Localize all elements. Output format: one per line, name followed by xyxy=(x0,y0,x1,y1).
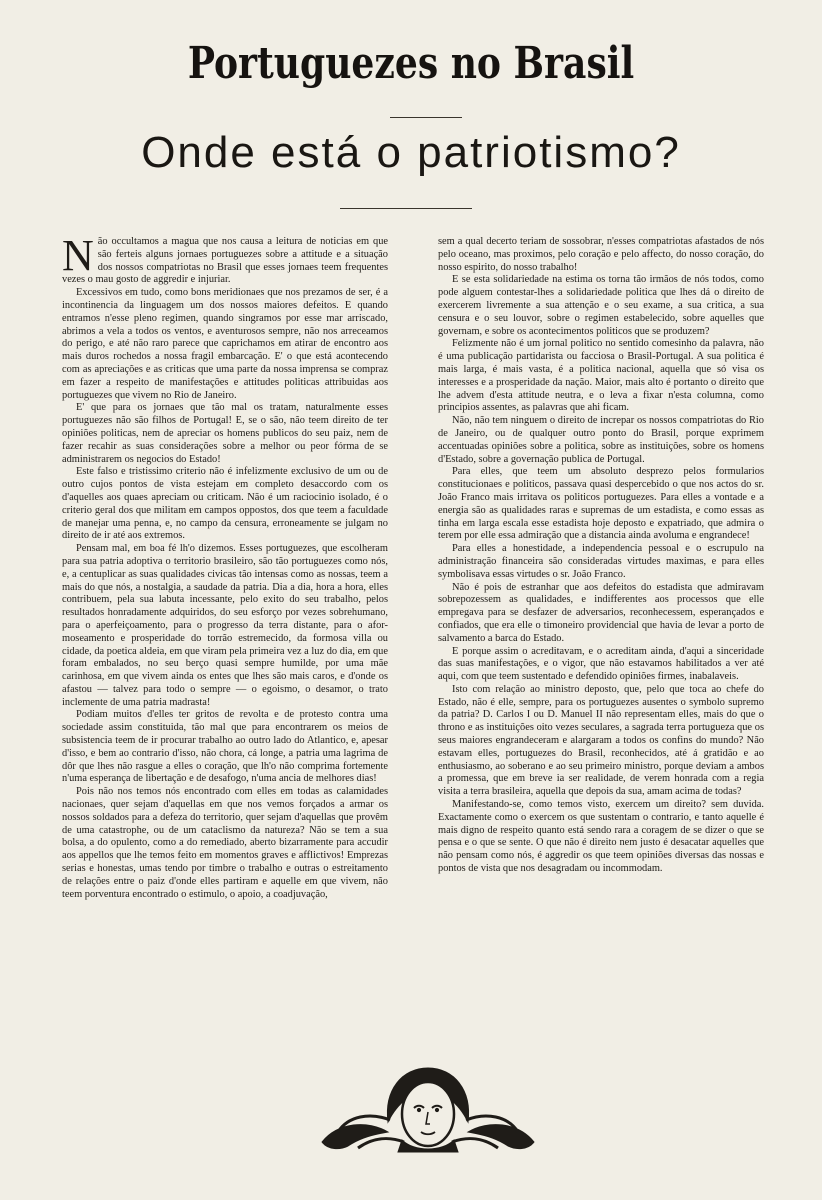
subtitle-divider xyxy=(340,208,472,209)
paragraph: E porque assim o acreditavam, e o acreditam ainda, d'aqui a sinceridade das suas manifestações, e o vigor, que não estavamos habilitados a ver até aqui, com que teem sustentado e defendido opiniões firmes, inabalaveis. xyxy=(438,645,764,683)
paragraph: Este falso e tristissimo criterio não é infelizmente exclusivo de um ou de outro cujos pontos de vista estejam em completo desaccordo com os d'aquelles aos quaes apreciam ou criticam. Não é um raciocinio isolado, é o criterio geral dos que militam em campos oppostos, dos que teem a faculdade de manejar uma penna, e, no campo da censura, erroneamente se julgam no direito de ir até aos extremos. xyxy=(62,466,388,542)
female-head-vignette-icon xyxy=(318,1062,538,1154)
paragraph: Não occultamos a magua que nos causa a leitura de noticias em que são ferteis alguns jornaes portuguezes sobre a attitude e a situação dos nossos compatriotas no Brasil que esses jornaes teem frequentes vezes o mau gosto de aggredir e injuriar. xyxy=(62,231,388,286)
title-divider xyxy=(390,117,462,118)
paragraph: Excessivos em tudo, como bons meridionaes que nos prezamos de ser, é a incontinencia da linguagem um dos nossos maiores defeitos. E quando entramos n'esse pleno regimen, quando singramos por esse mar arriscado, abrimos a vela a todos os ventos, e aventurosos sempre, não nos arreceamos do perigo, e até não raro parece que caprichamos em atirar de encontro aos mais duros rochedos a nossa fragil embarcação. E' o que está acontecendo com as apreciações e as criticas que uma parte da nossa imprensa se compraz em fazer a respeito de manifestações e attitudes politicas attribuidas aos portuguezes que vivem no Rio de Janeiro. xyxy=(62,287,388,401)
paragraph: E se esta solidariedade na estima os torna tão irmãos de nós todos, como pode alguem contestar-lhes a solidariedade politica que lhes dá o direito de exercerem livremente a sua attenção e o seu exame, a sua critica, a sua censura e o seu louvor, sobre o regimen estabelecido, sobre aquelles que governam, e sobre os acontecimentos politicos que se produzem? xyxy=(438,274,764,337)
article-subtitle: Onde está o patriotismo? xyxy=(141,128,681,177)
paragraph: Pois não nos temos nós encontrado com elles em todas as calamidades nacionaes, quer sejam d'aquellas em que nos vemos forçados a armar os nossos soldados para a defeza do territorio, quer sejam d'aquellas que provêm de uma catastrophe, ou de um cataclismo da natureza? Não se tem a sua bolsa, a do opulento, como a do remediado, aberto bizarramente para accudir aos appellos que lhe temos feito em momentos graves e afflictivos! Emprezas serias e honestas, umas tendo por timbre o trabalho e outras o estreitamento de relações entre o paiz d'onde elles partiram e aquelle em que vivem, não teem porventura encontrado o estimulo, o apoio, a coadjuvação, xyxy=(62,786,388,900)
left-column xyxy=(62,231,388,901)
paragraph: Podiam muitos d'elles ter gritos de revolta e de protesto contra uma sociedade assim constituida, tão mal que para encontrarem os meios de subsistencia teem de ir procurar trabalho ao outro lado do Atlantico, e, apesar d'isso, e bem ao contrario d'isso, não chora, cá longe, a patria uma lagrima de dôr que lhes não rasgue a elles o coração, que lh'o não comprima fortemente n'uma esperança de libertação e de desafogo, n'uma ancia de melhores dias! xyxy=(62,709,388,785)
paragraph: Felizmente não é um jornal politico no sentido comesinho da palavra, não é uma publicação partidarista ou facciosa o Brasil-Portugal. A sua politica é mais larga, é mais vasta, é a politica nacional, aquella que só visa os interesses e a prosperidade da nação. Maior, mais alto é portanto o direito que lhe advem d'esta attitude neutra, e o leva a fixar n'esta columna, como principios assentes, as palavras que ahi ficam. xyxy=(438,338,764,414)
paragraph: Não, não tem ninguem o direito de increpar os nossos compatriotas do Rio de Janeiro, ou de qualquer outro ponto do Brasil, porque exprimem accentuadas opiniões sobre a politica, sobre as instituições, sobre os homens d'Estado, sobre a governação publica de Portugal. xyxy=(438,415,764,465)
right-column xyxy=(438,236,764,876)
drop-cap: N xyxy=(62,231,94,280)
paragraph: Para elles a honestidade, a independencia pessoal e o escrupulo na administração financeira são consideradas virtudes maximas, e para elles symbolisava essas virtudes o sr. João Franco. xyxy=(438,543,764,580)
paragraph: Não é pois de estranhar que aos defeitos do estadista que admiravam sobrepozessem as qualidades, e indifferentes aos processos que elle empregava para se desfazer de adversarios, reconhecessem, esperançados e confiados, que era elle o timoneiro providencial que havia de levar a porto de salvamento a barca do Estado. xyxy=(438,581,764,644)
paragraph: Isto com relação ao ministro deposto, que, pelo que toca ao chefe do Estado, não é elle, sempre, para os portuguezes ausentes o symbolo supremo da patria? D. Carlos I ou D. Manuel II não representam elles, mais do que o throno e as instituições oito vezes seculares, a sagrada terra portugueza que os seus maiores engrandeceram e alargaram a todos os confins do mundo? Não estavam elles, portuguezes do Brasil, reconhecidos, até á gratidão e ao enthusiasmo, ao soberano e ao seu primeiro ministro, porque deviam a ambos a promessa, que em breve ia ser realidade, de verem honrada com a regia visita a terra brasileira, aquella que depois da sua, amam acima de todas? xyxy=(438,683,764,798)
paragraph: sem a qual decerto teriam de sossobrar, n'esses compatriotas afastados de nós pelo oceano, mas proximos, pelo coração e pelo affecto, do nosso coração, do nosso espirito, do nosso trabalho! xyxy=(438,236,764,273)
paragraph: Pensam mal, em boa fé lh'o dizemos. Esses portuguezes, que escolheram para sua patria adoptiva o territorio brasileiro, são tão portuguezes como nós, e, a centuplicar as suas qualidades civicas tão intensas como as nossas, teem a mais do que nós, a nostalgia, a saudade da patria. Dia a dia, hora a hora, elles contribuem, pela sua labuta incessante, pelo exito do seu trabalho, pelos resultados honradamente adquiridos, do seu esforço por vezes sobrehumano, para o aperfeiçoamento, para o progresso da terra distante, para o afor-moseamento e prosperidade do torrão estremecido, da formosa villa ou cidade, da poetica aldeia, em que viram pela primeira vez a luz do dia, em que foram embalados, no seu berço quasi sempre humilde, por uma mãe carinhosa, em que vivem ainda os entes que lhes são mais caros, e d'onde os afastou — talvez para todo o sempre — o egoismo, o desamor, o trato inclemente de uma patria madrasta! xyxy=(62,543,388,708)
paragraph: E' que para os jornaes que tão mal os tratam, naturalmente esses portuguezes não são filhos de Portugal! E, se o são, não teem direito de ter opiniões politicas, nem de apreciar os homens publicos do seu paiz, nem de fazer recahir as suas considerações sobre a melhor ou peor fórma de se administrarem os negocios do Estado! xyxy=(62,402,388,465)
page-title: Portuguezes no Brasil xyxy=(187,38,635,89)
paragraph: Manifestando-se, como temos visto, exercem um direito? sem duvida. Exactamente como o exercem os que sustentam o contrario, e tanto aquelle é mais digno de respeito quanto está sendo rara a coragem de se dizer o que se pensa e o que se sente. O que não é direito nem justo é desacatar aquelles que não pensam como nós, é aggredir os que teem opiniões diversas das nossas e pontos de vista que nos desagradam ou incommodam. xyxy=(438,799,764,875)
paragraph: Para elles, que teem um absoluto desprezo pelos formularios constitucionaes e politicos, passava quasi despercebido o que nos actos do sr. João Franco mais irritava os politicos portuguezes. Para elles a vontade e a energia são as qualidades raras e supremas de um estadista, e como essas as tinha em larga escala esse estadista hoje deposto e expatriado, que admira o terem por elle essa admiração que a distancia ainda avoluma e engrandece! xyxy=(438,466,764,542)
